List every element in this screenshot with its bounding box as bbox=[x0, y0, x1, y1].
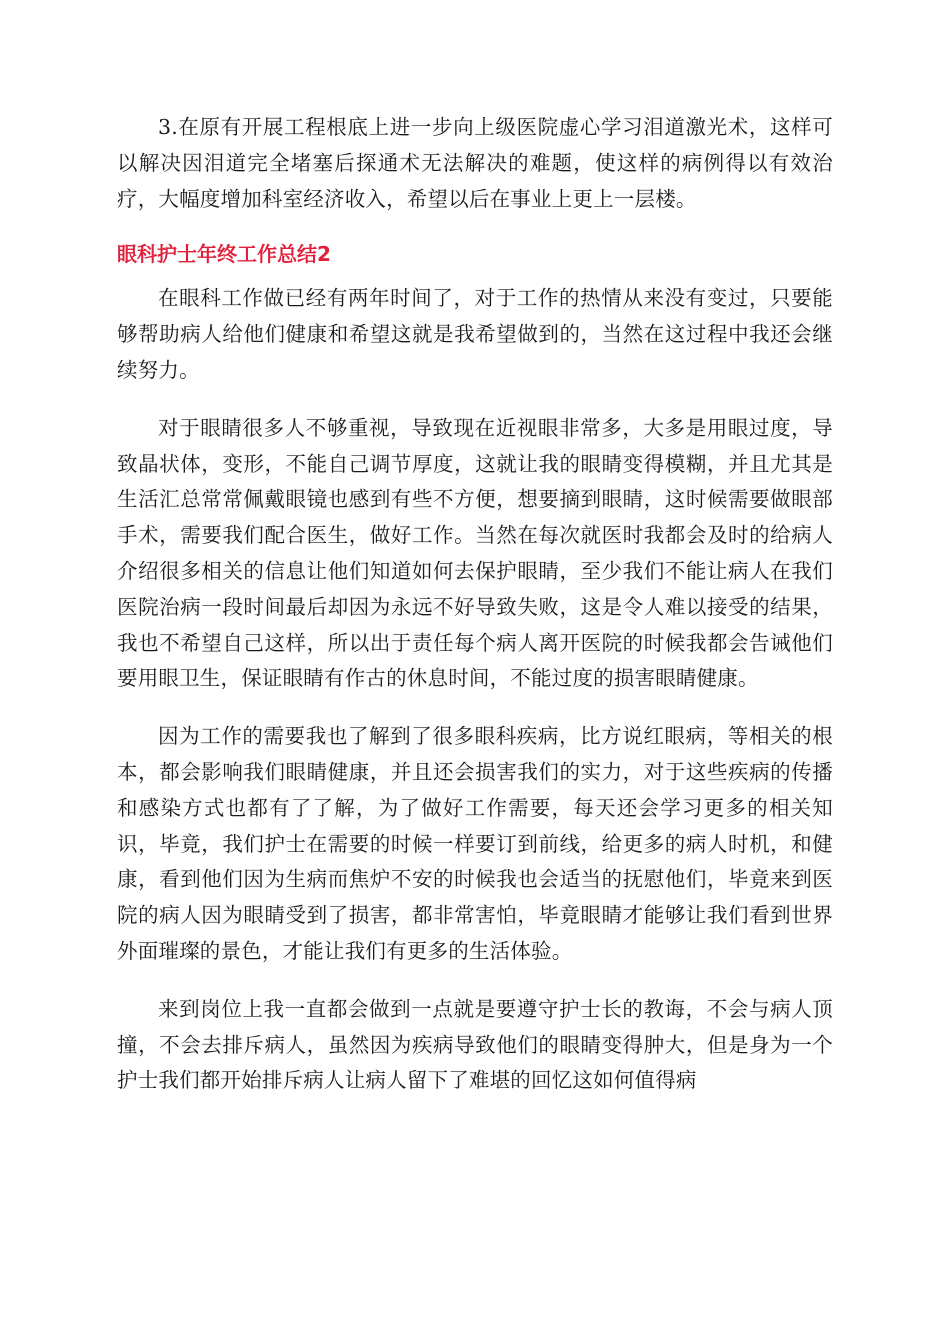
body-paragraph-4: 来到岗位上我一直都会做到一点就是要遵守护士长的教诲，不会与病人顶撞，不会去排斥病人，虽然因为疾病导致他们的眼睛变得肿大，但是身为一个护士我们都开始排斥病人让病人留下了难堪的回忆这如何值得病 bbox=[117, 996, 833, 1093]
section-heading: 眼科护士年终工作总结2 bbox=[117, 242, 331, 267]
body-paragraph-2: 对于眼睛很多人不够重视，导致现在近视眼非常多，大多是用眼过度，导致晶状体，变形，不能自己调节厚度，这就让我的眼睛变得模糊，并且尤其是生活汇总常常佩戴眼镜也感到有些不方便，想要摘到眼睛，这时候需要做眼部手术，需要我们配合医生，做好工作。当然在每次就医时我都会及时的给病人介绍很多相关的信息让他们知道如何去保护眼睛，至少我们不能让病人在我们医院治病一段时间最后却因为永远不好导致失败，这是令人难以接受的结果，我也不希望自己这样，所以出于责任每个病人离开医院的时候我都会告诫他们要用眼卫生，保证眼睛有作古的休息时间，不能过度的损害眼睛健康。 bbox=[117, 415, 833, 691]
body-paragraph-1: 在眼科工作做已经有两年时间了，对于工作的热情从来没有变过，只要能够帮助病人给他们健康和希望这就是我希望做到的，当然在这过程中我还会继续努力。 bbox=[117, 286, 833, 382]
document-page bbox=[117, 110, 833, 1121]
intro-paragraph: 3.在原有开展工程根底上进一步向上级医院虚心学习泪道激光术，这样可以解决因泪道完全堵塞后探通术无法解决的难题，使这样的病例得以有效治疗，大幅度增加科室经济收入，希望以后在事业上更上一层楼。 bbox=[117, 115, 833, 211]
body-paragraph-3: 因为工作的需要我也了解到了很多眼科疾病，比方说红眼病，等相关的根本，都会影响我们眼睛健康，并且还会损害我们的实力，对于这些疾病的传播和感染方式也都有了了解，为了做好工作需要，每天还会学习更多的相关知识，毕竟，我们护士在需要的时候一样要订到前线，给更多的病人时机，和健康，看到他们因为生病而焦炉不安的时候我也会适当的抚慰他们，毕竟来到医院的病人因为眼睛受到了损害，都非常害怕，毕竟眼睛才能够让我们看到世界外面璀璨的景色，才能让我们有更多的生活体验。 bbox=[117, 724, 833, 963]
